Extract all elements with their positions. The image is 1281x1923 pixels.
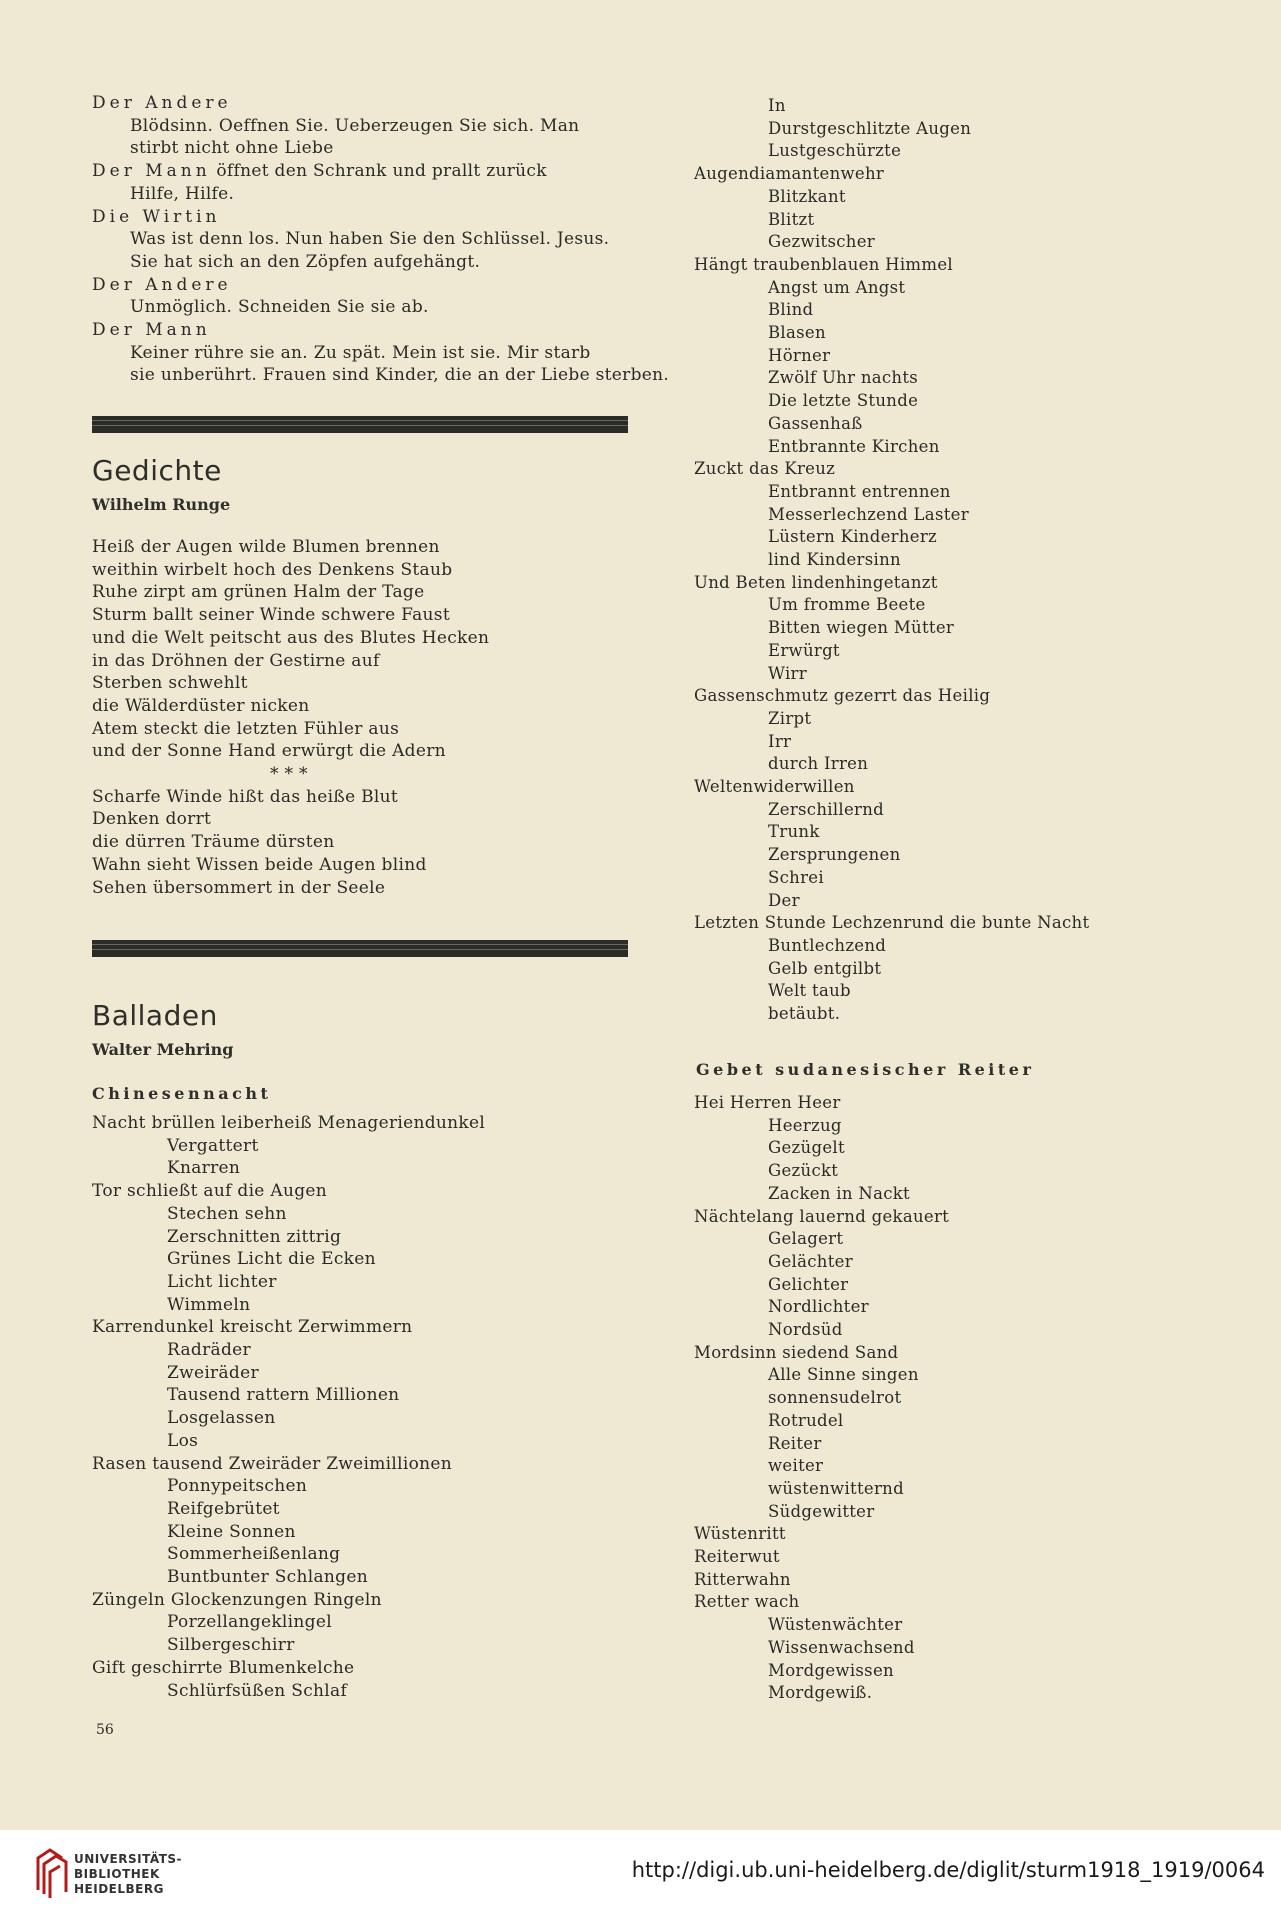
- dialogue-line: stirbt nicht ohne Liebe: [130, 138, 334, 159]
- poem-line: Licht lichter: [167, 1271, 277, 1292]
- poem-line: betäubt.: [768, 1004, 841, 1023]
- poem-line: Gezwitscher: [768, 232, 875, 252]
- library-line-3: HEIDELBERG: [74, 1882, 164, 1896]
- poem-line: Denken dorrt: [92, 809, 212, 830]
- poem-line: und der Sonne Hand erwürgt die Adern: [92, 741, 446, 762]
- poem-line: Nordsüd: [768, 1320, 843, 1339]
- poem-line: Tor schließt auf die Augen: [92, 1181, 327, 1202]
- speaker-name: Der Andere: [92, 93, 232, 113]
- poem-line: Ponnypeitschen: [167, 1476, 308, 1497]
- poem-line: Welt taub: [768, 981, 851, 1001]
- section-rule: [92, 940, 628, 957]
- poem-line: Trunk: [768, 822, 820, 842]
- library-line-1: UNIVERSITÄTS-: [74, 1852, 183, 1866]
- poem-line: Sterben schwehlt: [92, 673, 248, 694]
- poem-line: Losgelassen: [167, 1408, 276, 1429]
- poem-line: wüstenwitternd: [768, 1478, 904, 1498]
- poem-line: Zacken in Nackt: [768, 1183, 910, 1203]
- poem-line: Karrendunkel kreischt Zerwimmern: [92, 1317, 413, 1338]
- poem-line: Lustgeschürzte: [768, 141, 902, 161]
- poem-line: lind Kindersinn: [768, 550, 901, 569]
- poem-line: Reiterwut: [694, 1547, 780, 1566]
- poem-line: Porzellangeklingel: [167, 1612, 332, 1633]
- gedichte-title: Gedichte: [92, 454, 222, 487]
- poem-line: Wirr: [768, 663, 807, 683]
- poem-line: Los: [167, 1430, 199, 1451]
- poem-line: Atem steckt die letzten Fühler aus: [92, 718, 400, 739]
- poem-line: in das Dröhnen der Gestirne auf: [92, 650, 380, 671]
- poem-line: Buntlechzend: [768, 935, 887, 955]
- poem-line: Gassenhaß: [768, 413, 863, 433]
- poem-line: Hängt traubenblauen Himmel: [694, 254, 953, 274]
- library-line-2: BIBLIOTHEK: [74, 1867, 160, 1881]
- speaker-line: [92, 320, 211, 340]
- poem-line: Zerschnitten zittrig: [167, 1226, 342, 1247]
- poem-line: Stechen sehn: [167, 1203, 287, 1224]
- poem-line: Wahn sieht Wissen beide Augen blind: [92, 854, 427, 875]
- poem-line: Blind: [768, 300, 814, 320]
- poem-line: Zirpt: [768, 708, 812, 728]
- poem-line: Reiter: [768, 1433, 822, 1453]
- speaker-line: [92, 93, 232, 113]
- library-name: [74, 1852, 182, 1897]
- poem-line: Kleine Sonnen: [167, 1521, 296, 1542]
- poem-line: Wüstenwächter: [768, 1615, 903, 1635]
- gedichte-author: Wilhelm Runge: [92, 495, 231, 514]
- poem-line: Heiß der Augen wilde Blumen brennen: [92, 537, 440, 557]
- poem-line: Blitzkant: [768, 186, 846, 206]
- poem-line: Weltenwiderwillen: [694, 777, 855, 796]
- poem-line: Heerzug: [768, 1115, 842, 1135]
- poem-line: Blasen: [768, 323, 826, 342]
- poem-line: Reifgebrütet: [167, 1498, 280, 1519]
- poem-line: Blitzt: [768, 209, 815, 229]
- poem-line: Ritterwahn: [694, 1569, 791, 1589]
- poem-line: Angst um Angst: [768, 277, 906, 297]
- poem-line: Letzten Stunde Lechzenrund die bunte Nacht: [694, 913, 1090, 933]
- poem-line: Schrei: [768, 867, 824, 887]
- dialogue-line: Blödsinn. Oeffnen Sie. Ueberzeugen Sie sich. Man: [130, 115, 580, 136]
- poem-line: Die letzte Stunde: [768, 391, 919, 411]
- poem-line: Gelb entgilbt: [768, 958, 882, 978]
- poem-line: Wissenwachsend: [768, 1637, 915, 1657]
- poem-line: Grünes Licht die Ecken: [167, 1249, 376, 1270]
- poem-line: weithin wirbelt hoch des Denkens Staub: [92, 559, 453, 580]
- poem-line: Alle Sinne singen: [768, 1365, 919, 1385]
- poem-line: die dürren Träume dürsten: [92, 832, 335, 853]
- poem-line: Ruhe zirpt am grünen Halm der Tage: [92, 582, 425, 603]
- poem-line: Zuckt das Kreuz: [694, 459, 836, 479]
- poem-line: sonnensudelrot: [768, 1388, 902, 1408]
- poem-line: Sturm ballt seiner Winde schwere Faust: [92, 605, 450, 626]
- poem-line: Erwürgt: [768, 640, 840, 660]
- poem-line: Hei Herren Heer: [694, 1093, 841, 1112]
- poem-line: Bitten wiegen Mütter: [768, 618, 955, 638]
- chinesennacht-subtitle: Chinesennacht: [92, 1084, 272, 1103]
- poem-line: In: [768, 96, 786, 115]
- poem-line: die Wälderdüster nicken: [92, 695, 310, 716]
- speaker-line: [92, 207, 221, 227]
- dialogue-line: Hilfe, Hilfe.: [130, 183, 235, 204]
- poem-line: Retter wach: [694, 1592, 800, 1612]
- poem-line: Wüstenritt: [694, 1524, 786, 1544]
- poem-line: Zersprungenen: [768, 845, 901, 865]
- poem-line: und die Welt peitscht aus des Blutes Hecken: [92, 627, 490, 648]
- speaker-name: Der Andere: [92, 274, 232, 295]
- balladen-author: Walter Mehring: [92, 1040, 234, 1059]
- poem-line: Entbrannt entrennen: [768, 481, 951, 501]
- poem-line: Wimmeln: [167, 1294, 251, 1315]
- library-logo-icon: [32, 1842, 72, 1902]
- poem-line: Radräder: [167, 1340, 251, 1360]
- section-rule: [92, 416, 628, 433]
- gebet-title: Gebet sudanesischer Reiter: [696, 1060, 1035, 1079]
- footer-bar: [0, 1830, 1281, 1923]
- stage-direction: öffnet den Schrank und prallt zurück: [210, 161, 547, 182]
- poem-line: Sehen übersommert in der Seele: [92, 877, 386, 898]
- poem-line: Zweiräder: [167, 1362, 259, 1383]
- poem-line: Gelagert: [768, 1229, 844, 1249]
- page-number: 56: [96, 1722, 114, 1738]
- speaker-line: [92, 275, 232, 295]
- asterism: * * *: [270, 764, 308, 784]
- poem-line: Hörner: [768, 345, 831, 365]
- poem-line: Vergattert: [167, 1135, 259, 1156]
- poem-line: Gelichter: [768, 1274, 849, 1294]
- speaker-name: Der Mann: [92, 161, 211, 182]
- dialogue-line: Keiner rühre sie an. Zu spät. Mein ist sie. Mir starb: [130, 342, 591, 363]
- poem-line: Scharfe Winde hißt das heiße Blut: [92, 786, 399, 807]
- poem-line: Gift geschirrte Blumenkelche: [92, 1657, 355, 1678]
- balladen-title: Balladen: [92, 999, 218, 1032]
- poem-line: Der: [768, 890, 800, 910]
- dialogue-line: sie unberührt. Frauen sind Kinder, die an der Liebe sterben.: [130, 365, 670, 386]
- poem-line: durch Irren: [768, 754, 869, 774]
- poem-line: Lüstern Kinderherz: [768, 527, 938, 547]
- poem-line: Südgewitter: [768, 1501, 875, 1521]
- poem-line: Um fromme Beete: [768, 595, 926, 615]
- poem-line: Gezückt: [768, 1161, 839, 1181]
- speaker-line: [92, 161, 547, 181]
- poem-line: Gezügelt: [768, 1138, 845, 1158]
- poem-line: Rasen tausend Zweiräder Zweimillionen: [92, 1453, 453, 1474]
- poem-line: Schlürfsüßen Schlaf: [167, 1680, 348, 1701]
- poem-line: Knarren: [167, 1158, 241, 1179]
- poem-line: Entbrannte Kirchen: [768, 436, 940, 456]
- speaker-name: Der Mann: [92, 320, 211, 340]
- poem-line: weiter: [768, 1456, 824, 1476]
- poem-line: Zerschillernd: [768, 799, 885, 819]
- speaker-name: Die Wirtin: [92, 206, 221, 227]
- poem-line: Nacht brüllen leiberheiß Menageriendunkel: [92, 1113, 486, 1133]
- poem-line: Tausend rattern Millionen: [167, 1385, 400, 1406]
- dialogue-line: Was ist denn los. Nun haben Sie den Schlüssel. Jesus.: [130, 229, 610, 250]
- poem-line: Messerlechzend Laster: [768, 504, 969, 524]
- poem-line: Sommerheißenlang: [167, 1544, 341, 1565]
- poem-line: Mordgewiß.: [768, 1683, 873, 1703]
- poem-line: Nordlichter: [768, 1297, 869, 1317]
- poem-line: Rotrudel: [768, 1410, 844, 1430]
- dialogue-line: Unmöglich. Schneiden Sie sie ab.: [130, 297, 429, 318]
- poem-line: Mordgewissen: [768, 1660, 894, 1680]
- poem-line: Mordsinn siedend Sand: [694, 1342, 899, 1362]
- poem-line: Buntbunter Schlangen: [167, 1567, 368, 1587]
- poem-line: Durstgeschlitzte Augen: [768, 118, 972, 138]
- dialogue-line: Sie hat sich an den Zöpfen aufgehängt.: [130, 251, 481, 272]
- poem-line: Zwölf Uhr nachts: [768, 368, 919, 388]
- poem-line: Augendiamantenwehr: [694, 164, 885, 184]
- poem-line: Silbergeschirr: [167, 1635, 295, 1656]
- poem-line: Irr: [768, 731, 792, 751]
- poem-line: Nächtelang lauernd gekauert: [694, 1206, 950, 1226]
- source-url-link[interactable]: http://digi.ub.uni-heidelberg.de/diglit/sturm1918_1919/0064: [631, 1858, 1265, 1882]
- poem-line: Züngeln Glockenzungen Ringeln: [92, 1589, 382, 1610]
- poem-line: Gassenschmutz gezerrt das Heilig: [694, 686, 991, 706]
- poem-line: Und Beten lindenhingetanzt: [694, 572, 938, 592]
- poem-line: Gelächter: [768, 1251, 853, 1271]
